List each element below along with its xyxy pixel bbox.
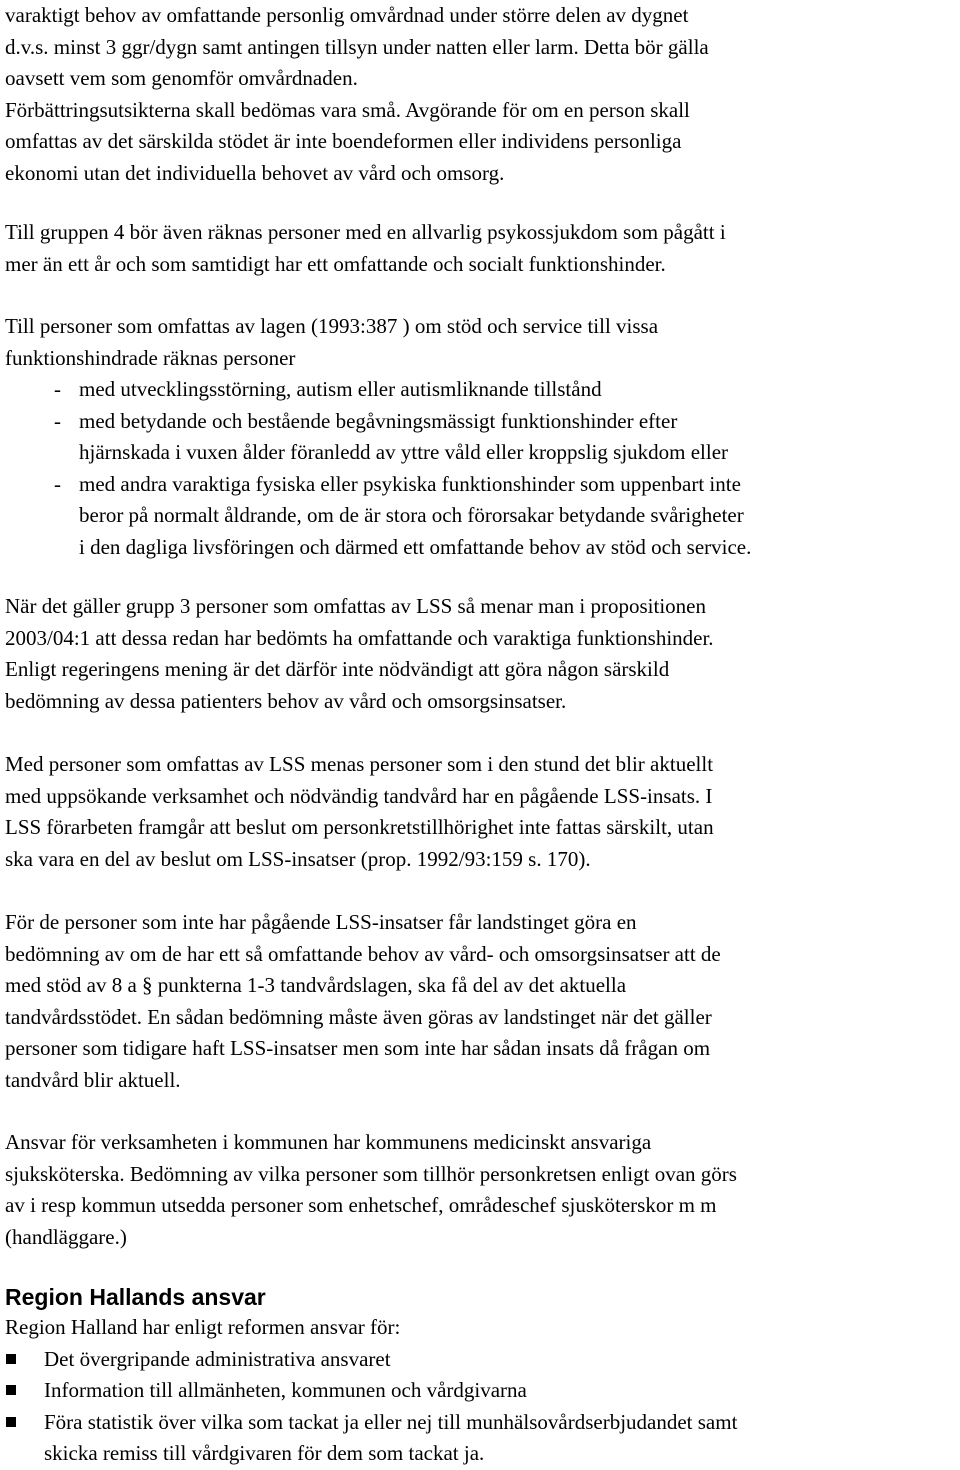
text-line: tandvårdsstödet. En sådan bedömning måste även göras av landstinget när det gäller bbox=[5, 1004, 712, 1029]
text-line: För de personer som inte har pågående LSS-insatser får landstinget göra en bbox=[5, 910, 637, 934]
dash-list-item bbox=[5, 374, 751, 406]
text-line: (handläggare.) bbox=[5, 1224, 127, 1249]
dash-marker: - bbox=[54, 408, 61, 433]
text-line: personer som tidigare haft LSS-insatser men som inte har sådan insats då frågan om bbox=[5, 1036, 711, 1060]
text-line: funktionshindrade räknas personer bbox=[5, 345, 296, 370]
text-line: tandvård blir aktuell. bbox=[5, 1067, 181, 1092]
section-intro: Region Halland har enligt reformen ansvar för: bbox=[5, 1315, 401, 1339]
square-bullet-icon bbox=[6, 1417, 16, 1427]
bullet-list-item bbox=[5, 1407, 960, 1470]
text-line: av i resp kommun utsedda personer som enhetschef, områdeschef sjusköterskor m m bbox=[5, 1193, 717, 1217]
text-line: med utvecklingsstörning, autism eller autismliknande tillstånd bbox=[79, 377, 602, 401]
paragraph-group-4-definition bbox=[5, 0, 709, 189]
text-line: sjuksköterska. Bedömning av vilka personer som tillhör personkretsen enligt ovan görs bbox=[5, 1161, 737, 1186]
text-line: Information till allmänheten, kommunen och vårdgivarna bbox=[44, 1378, 527, 1402]
paragraph-assessment bbox=[5, 907, 721, 1096]
text-line: Till personer som omfattas av lagen (1993:387 ) om stöd och service till vissa bbox=[5, 314, 659, 338]
section-region-halland bbox=[5, 1282, 960, 1470]
text-line: med uppsökande verksamhet och nödvändig tandvård har en pågående LSS-insats. I bbox=[5, 783, 713, 808]
text-line: hjärnskada i vuxen ålder föranledd av yttre våld eller kroppslig sjukdom eller bbox=[79, 440, 729, 464]
text-line: Ansvar för verksamheten i kommunen har kommunens medicinskt ansvariga bbox=[5, 1130, 652, 1154]
dash-marker: - bbox=[54, 471, 61, 496]
bullet-list-item bbox=[5, 1344, 960, 1376]
paragraph-lss-definition bbox=[5, 749, 714, 875]
paragraph-group-3 bbox=[5, 591, 714, 717]
dash-list-item bbox=[5, 406, 751, 469]
paragraph-lss-persons bbox=[5, 311, 751, 563]
paragraph-municipal-responsibility bbox=[5, 1127, 737, 1253]
paragraph-psychosis bbox=[5, 217, 726, 280]
text-line: i den dagliga livsföringen och därmed ett omfattande behov av stöd och service. bbox=[79, 534, 752, 559]
text-line: När det gäller grupp 3 personer som omfattas av LSS så menar man i propositionen bbox=[5, 594, 706, 618]
text-line: varaktigt behov av omfattande personlig omvårdnad under större delen av dygnet bbox=[5, 3, 689, 27]
text-line: Det övergripande administrativa ansvaret bbox=[44, 1346, 391, 1371]
text-line: mer än ett år och som samtidigt har ett omfattande och socialt funktionshinder. bbox=[5, 251, 666, 276]
square-bullet-icon bbox=[6, 1354, 16, 1364]
text-line: 2003/04:1 att dessa redan har bedömts ha omfattande och varaktiga funktionshinder. bbox=[5, 625, 714, 650]
bullet-list-item bbox=[5, 1375, 960, 1407]
text-line: med betydande och bestående begåvningsmässigt funktionshinder efter bbox=[79, 408, 678, 433]
text-line: skicka remiss till vårdgivaren för dem som tackat ja. bbox=[44, 1441, 485, 1465]
text-line: d.v.s. minst 3 ggr/dygn samt antingen tillsyn under natten eller larm. Detta bör gälla bbox=[5, 34, 709, 59]
text-line: med stöd av 8 a § punkterna 1-3 tandvårdslagen, ska få del av det aktuella bbox=[5, 973, 627, 997]
dash-marker: - bbox=[54, 377, 61, 401]
text-line: med andra varaktiga fysiska eller psykiska funktionshinder som uppenbart inte bbox=[79, 471, 741, 496]
text-line: LSS förarbeten framgår att beslut om personkretstillhörighet inte fattas särskilt, utan bbox=[5, 815, 714, 839]
text-line: bedömning av dessa patienters behov av vård och omsorgsinsatser. bbox=[5, 688, 567, 713]
text-line: ska vara en del av beslut om LSS-insatser (prop. 1992/93:159 s. 170). bbox=[5, 846, 591, 871]
text-line: Föra statistik över vilka som tackat ja eller nej till munhälsovårdserbjudandet samt bbox=[44, 1409, 738, 1434]
text-line: Till gruppen 4 bör även räknas personer med en allvarlig psykossjukdom som pågått i bbox=[5, 220, 726, 244]
text-line: beror på normalt åldrande, om de är stora och förorsakar betydande svårigheter bbox=[79, 503, 744, 527]
text-line: oavsett vem som genomför omvårdnaden. bbox=[5, 66, 358, 90]
section-heading: Region Hallands ansvar bbox=[5, 1284, 266, 1310]
text-line: omfattas av det särskilda stödet är inte boendeformen eller individens personliga bbox=[5, 129, 682, 153]
text-line: Enligt regeringens mening är det därför inte nödvändigt att göra någon särskild bbox=[5, 657, 670, 681]
square-bullet-icon bbox=[6, 1385, 16, 1395]
text-line: Förbättringsutsikterna skall bedömas vara små. Avgörande för om en person skall bbox=[5, 97, 690, 122]
dash-list-item bbox=[5, 469, 751, 564]
text-line: Med personer som omfattas av LSS menas personer som i den stund det blir aktuellt bbox=[5, 752, 714, 776]
text-line: bedömning av om de har ett så omfattande behov av vård- och omsorgsinsatser att de bbox=[5, 941, 721, 966]
text-line: ekonomi utan det individuella behovet av vård och omsorg. bbox=[5, 160, 505, 185]
